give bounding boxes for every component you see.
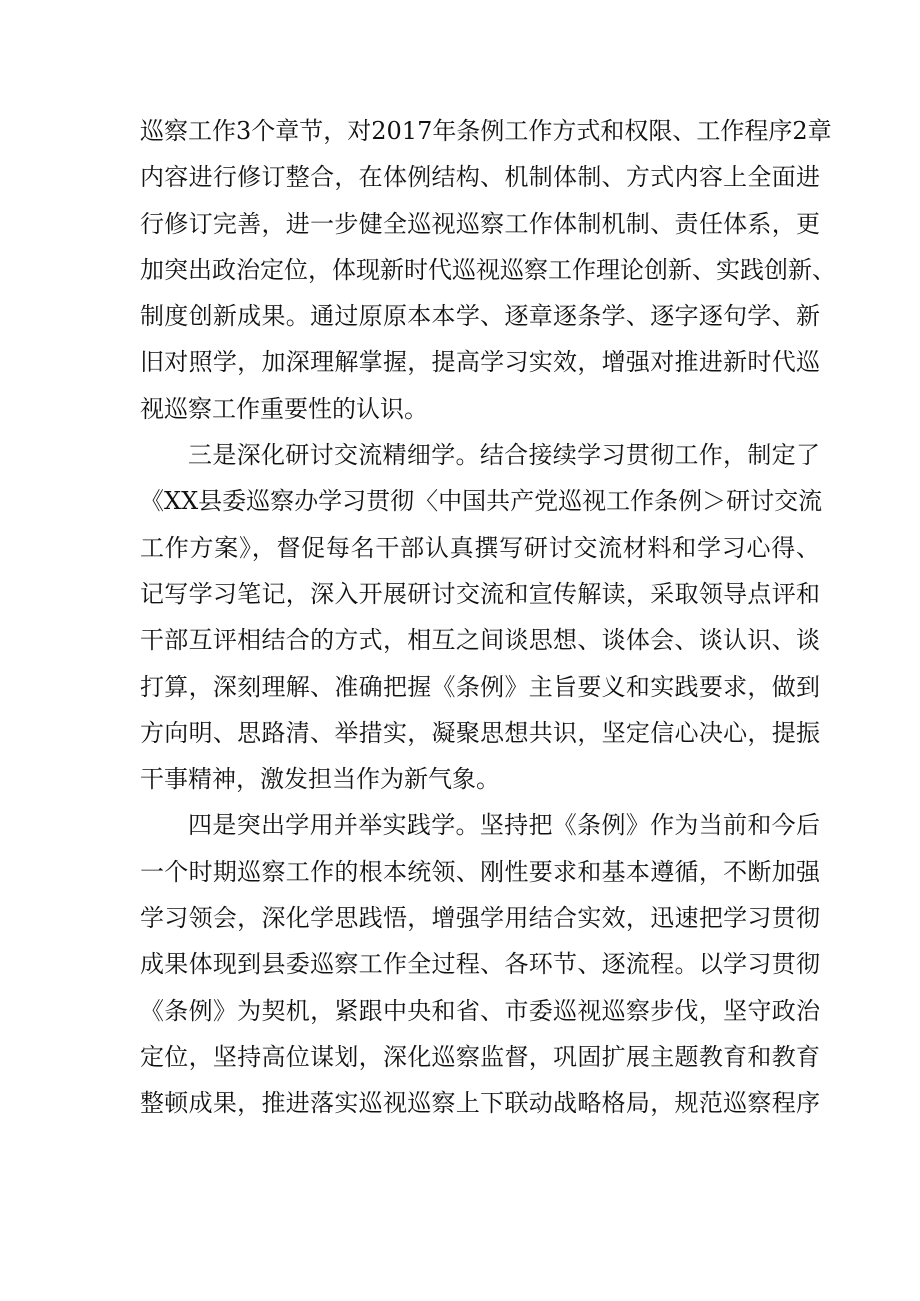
paragraph xyxy=(140,108,836,432)
text-line: 四是突出学用并举实践学。坚持把《条例》作为当前和今后 xyxy=(188,811,820,840)
text-line: 旧对照学，加深理解掌握，提高学习实效，增强对推进新时代巡 xyxy=(140,348,820,377)
text-line: 定位，坚持高位谋划，深化巡察监督，巩固扩展主题教育和教育 xyxy=(140,1042,820,1071)
paragraph xyxy=(140,432,823,802)
document-body xyxy=(140,108,836,1127)
text-line: 记写学习笔记，深入开展研讨交流和宣传解读，采取领导点评和 xyxy=(140,579,820,608)
text-line: 《条例》为契机，紧跟中央和省、市委巡视巡察步伐，坚守政治 xyxy=(140,996,820,1025)
text-line: 加突出政治定位，体现新时代巡视巡察工作理论创新、实践创新、 xyxy=(140,255,836,284)
text-line: 整顿成果，推进落实巡视巡察上下联动战略格局，规范巡察程序 xyxy=(140,1089,820,1118)
text-line: 方向明、思路清、举措实，凝聚思想共识，坚定信心决心，提振 xyxy=(140,718,820,747)
text-line: 成果体现到县委巡察工作全过程、各环节、逐流程。以学习贯彻 xyxy=(140,950,820,979)
text-line: 视巡察工作重要性的认识。 xyxy=(140,394,428,423)
text-line: 工作方案》，督促每名干部认真撰写研讨交流材料和学习心得、 xyxy=(140,533,820,562)
text-line: 干事精神，激发担当作为新气象。 xyxy=(140,765,500,794)
text-line: 干部互评相结合的方式，相互之间谈思想、谈体会、谈认识、谈 xyxy=(140,626,820,655)
text-line: 《XX县委巡察办学习贯彻〈中国共产党巡视工作条例＞研讨交流 xyxy=(140,487,823,516)
text-line: 一个时期巡察工作的根本统领、刚性要求和基本遵循，不断加强 xyxy=(140,857,820,886)
text-line: 行修订完善，进一步健全巡视巡察工作体制机制、责任体系，更 xyxy=(140,209,820,238)
paragraph xyxy=(140,802,820,1126)
text-line: 内容进行修订整合，在体例结构、机制体制、方式内容上全面进 xyxy=(140,163,820,192)
text-line: 学习领会，深化学思践悟，增强学用结合实效，迅速把学习贯彻 xyxy=(140,904,820,933)
text-line: 制度创新成果。通过原原本本学、逐章逐条学、逐字逐句学、新 xyxy=(140,302,820,331)
text-line: 三是深化研讨交流精细学。结合接续学习贯彻工作，制定了 xyxy=(188,441,820,470)
text-line: 巡察工作3个章节，对2017年条例工作方式和权限、工作程序2章 xyxy=(140,117,832,145)
text-line: 打算，深刻理解、准确把握《条例》主旨要义和实践要求，做到 xyxy=(140,672,820,701)
